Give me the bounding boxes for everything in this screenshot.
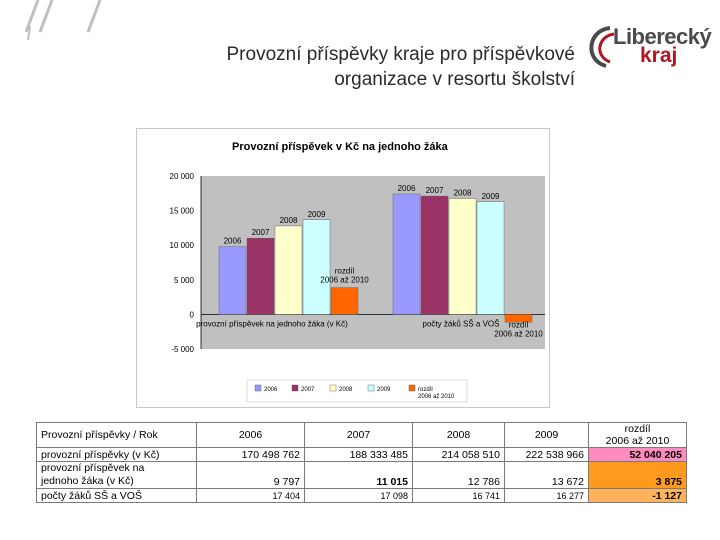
- category-label: počty žáků SŠ a VOŠ: [422, 319, 500, 329]
- table-header-row: [37, 423, 687, 448]
- y-tick-label: 0: [189, 310, 194, 320]
- table-cell: 188 333 485: [305, 448, 413, 462]
- table-cell: 13 672: [505, 462, 589, 489]
- y-tick-label: 10 000: [169, 241, 194, 251]
- table-header-cell: 2009: [505, 423, 589, 448]
- corner-decoration: [0, 0, 130, 40]
- bar-label: 2009: [481, 191, 500, 201]
- table-header-diff-line1: rozdíl: [624, 423, 651, 435]
- bar-label: 2008: [453, 188, 472, 198]
- bar-2007: [247, 238, 274, 314]
- y-tick-label: 15 000: [169, 206, 194, 216]
- slide-title: [120, 42, 575, 92]
- table-header-cell: 2007: [305, 423, 413, 448]
- bar-2008: [449, 199, 476, 315]
- legend-swatch: [330, 385, 336, 391]
- y-tick-label: -5 000: [171, 345, 194, 354]
- legend-label: 2006: [264, 387, 278, 393]
- legend-label: rozdíl: [418, 387, 433, 393]
- legend-swatch: [255, 385, 261, 391]
- table-row: [37, 489, 687, 503]
- legend-swatch: [368, 385, 374, 391]
- bar-label: 2009: [307, 209, 326, 219]
- bar-2008: [275, 226, 302, 314]
- y-tick-label: 20 000: [169, 172, 194, 181]
- bar-label-diff-range: 2006 až 2010: [320, 275, 369, 285]
- legend-swatch: [409, 385, 415, 391]
- table-cell-label: počty žáků SŠ a VOŠ: [37, 489, 197, 503]
- table-cell-diff: 3 875: [589, 462, 687, 489]
- category-label: provozní příspěvek na jednoho žáka (v Kč): [196, 319, 348, 329]
- table-cell: 9 797: [197, 462, 305, 489]
- legend-swatch: [292, 385, 298, 391]
- table-header-cell: 2006: [197, 423, 305, 448]
- table-cell: 12 786: [413, 462, 505, 489]
- table-cell: 11 015: [305, 462, 413, 489]
- slide-title-line2: organizace v resortu školství: [334, 69, 575, 90]
- bar-2009: [477, 202, 504, 315]
- bar-label: 2007: [251, 228, 270, 238]
- liberecky-kraj-logo: [580, 22, 710, 72]
- table-cell-diff: 52 040 205: [589, 448, 687, 462]
- table-row2-label-line2: jednoho žáka (v Kč): [41, 475, 134, 487]
- bar-label-diff: rozdíl: [334, 266, 355, 276]
- bar-chart: [137, 129, 549, 407]
- legend-label: 2006 až 2010: [418, 394, 455, 400]
- y-tick-label: 5 000: [173, 275, 194, 285]
- bar-2006: [219, 247, 246, 315]
- table-row: [37, 462, 687, 489]
- legend-label: 2007: [301, 387, 315, 393]
- table-cell: 17 098: [305, 489, 413, 503]
- table-header-cell-diff: [589, 423, 687, 448]
- bar-rozdíl-2006-až-2010: [331, 288, 358, 315]
- table-cell: 222 538 966: [505, 448, 589, 462]
- slide-title-line1: Provozní příspěvky kraje pro příspěvkové: [226, 44, 575, 65]
- bar-label-diff-range: 2006 až 2010: [494, 329, 543, 339]
- bar-2006: [393, 194, 420, 314]
- chart-title: Provozní příspěvek v Kč na jednoho žáka: [232, 141, 448, 153]
- table-cell-label: [37, 462, 197, 489]
- logo-word-kraj: kraj: [640, 44, 678, 67]
- chart-frame: [136, 128, 550, 408]
- table-row2-label-line1: provozní příspěvek na: [41, 462, 145, 474]
- legend-label: 2009: [377, 387, 391, 393]
- table-cell-diff: -1 127: [589, 489, 687, 503]
- legend-label: 2008: [339, 387, 353, 393]
- bar-label-diff: rozdíl: [508, 320, 529, 330]
- table-cell: 170 498 762: [197, 448, 305, 462]
- bar-label: 2008: [279, 215, 298, 225]
- data-table: [36, 422, 687, 503]
- table-row: [37, 448, 687, 462]
- bar-label: 2006: [223, 236, 242, 246]
- table-cell: 16 741: [413, 489, 505, 503]
- table-cell: 16 277: [505, 489, 589, 503]
- bar-label: 2007: [425, 186, 444, 196]
- table-header-cell: Provozní příspěvky / Rok: [37, 423, 197, 448]
- logo-word-liberecky: Liberecký: [613, 24, 712, 49]
- bar-2009: [303, 220, 330, 315]
- table-cell-label: provozní příspěvky (v Kč): [37, 448, 197, 462]
- bar-label: 2006: [397, 183, 416, 193]
- table-header-cell: 2008: [413, 423, 505, 448]
- table-header-diff-line2: 2006 až 2010: [605, 435, 670, 447]
- bar-2007: [421, 196, 448, 314]
- table-cell: 17 404: [197, 489, 305, 503]
- table-cell: 214 058 510: [413, 448, 505, 462]
